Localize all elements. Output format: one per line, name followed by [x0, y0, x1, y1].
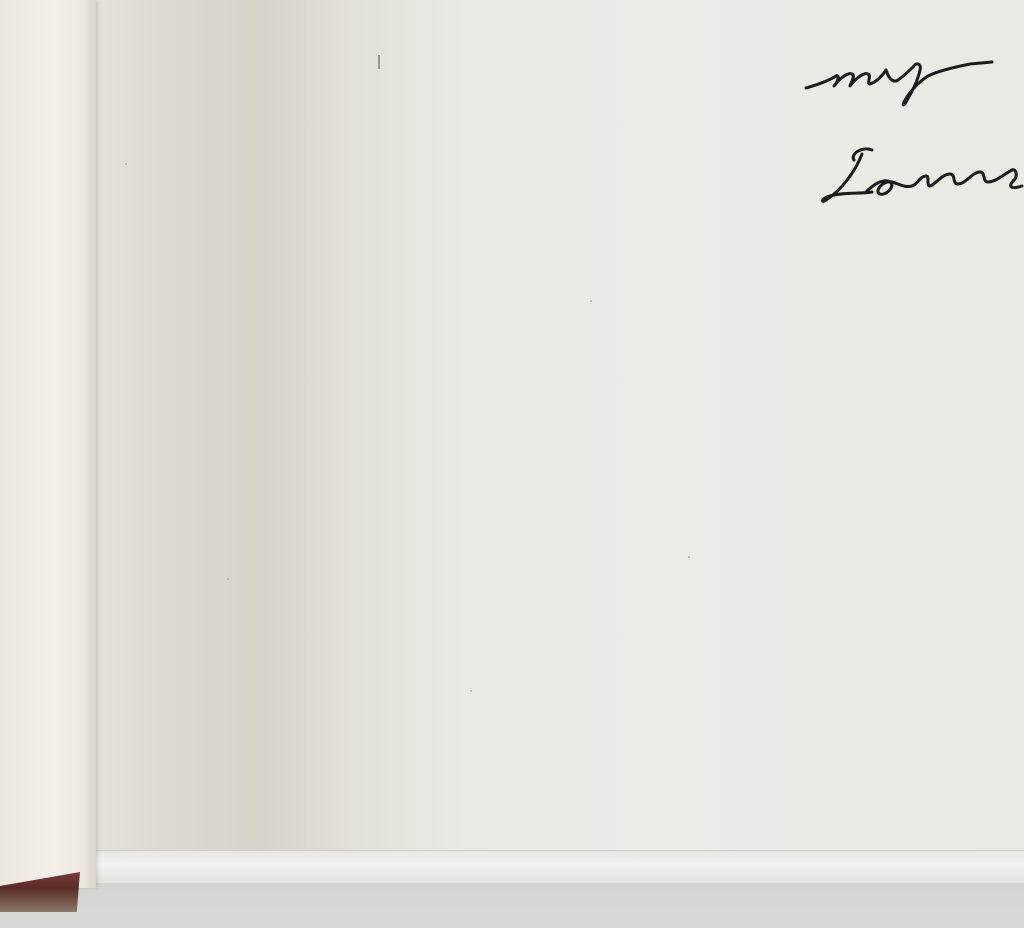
paper-speck	[470, 690, 472, 692]
paper-speck	[125, 163, 127, 165]
page-bottom-edge	[96, 850, 1024, 883]
paper-speck	[590, 300, 592, 302]
inscription-strokes	[800, 50, 1024, 220]
pencil-mark	[378, 55, 380, 69]
flyleaf-edge	[0, 0, 96, 888]
paper-speck	[227, 578, 229, 580]
paper-speck	[688, 556, 690, 558]
handwritten-inscription	[800, 50, 1024, 220]
